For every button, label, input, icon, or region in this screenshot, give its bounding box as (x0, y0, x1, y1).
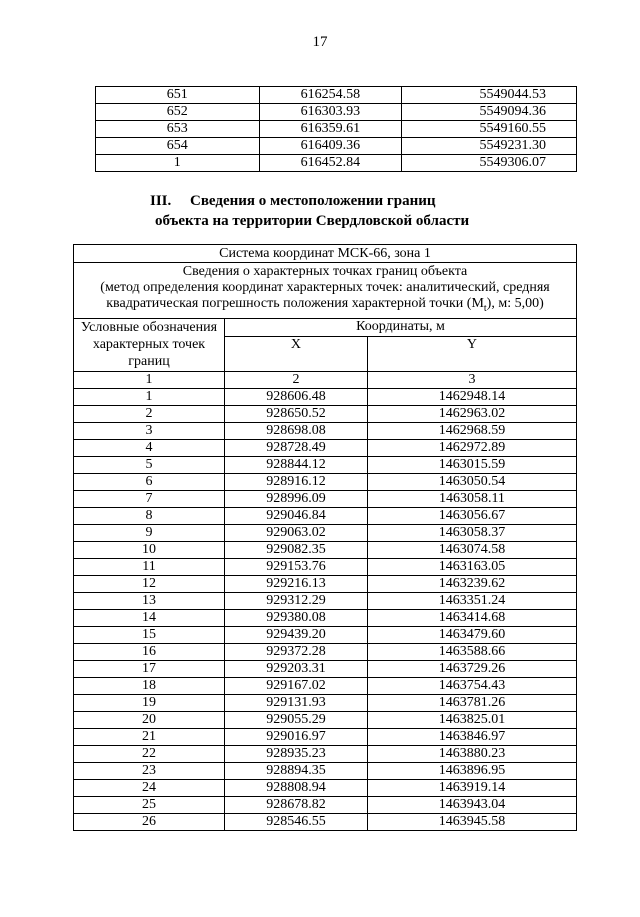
x-cell: 928808.94 (225, 779, 368, 796)
section-number: III. (150, 193, 172, 209)
header-coordinates: Координаты, м (225, 318, 577, 336)
point-cell: 652 (96, 104, 260, 121)
column-number-cell: 1 (74, 371, 225, 388)
point-cell: 5 (74, 456, 225, 473)
point-cell: 7 (74, 490, 225, 507)
table-row (74, 507, 577, 524)
table-row (74, 694, 577, 711)
table-row (74, 643, 577, 660)
point-cell: 651 (96, 87, 260, 104)
x-cell: 929063.02 (225, 524, 368, 541)
y-cell: 1463074.58 (367, 541, 576, 558)
point-cell: 25 (74, 796, 225, 813)
table-row (74, 456, 577, 473)
continuation-coordinates-table (95, 86, 577, 172)
x-cell: 616359.61 (259, 121, 402, 138)
x-cell: 929380.08 (225, 609, 368, 626)
y-cell: 1463050.54 (367, 473, 576, 490)
x-cell: 929167.02 (225, 677, 368, 694)
y-cell: 1463846.97 (367, 728, 576, 745)
y-cell: 1463351.24 (367, 592, 576, 609)
y-cell: 1462948.14 (367, 388, 576, 405)
y-cell: 1462963.02 (367, 405, 576, 422)
point-cell: 1 (96, 155, 260, 172)
point-cell: 9 (74, 524, 225, 541)
y-cell: 1463058.37 (367, 524, 576, 541)
x-cell: 928844.12 (225, 456, 368, 473)
x-cell: 928678.82 (225, 796, 368, 813)
table-row (74, 626, 577, 643)
table-row (74, 558, 577, 575)
boundary-points-table (73, 244, 577, 831)
desc-line-3-end: ), м: 5,00) (486, 296, 544, 311)
point-cell: 654 (96, 138, 260, 155)
table-row (74, 439, 577, 456)
point-cell: 653 (96, 121, 260, 138)
y-cell: 1463058.11 (367, 490, 576, 507)
point-cell: 18 (74, 677, 225, 694)
y-cell: 1463239.62 (367, 575, 576, 592)
desc-subscript: t (483, 302, 487, 314)
table-row (74, 779, 577, 796)
table-row (74, 609, 577, 626)
y-cell: 1463414.68 (367, 609, 576, 626)
point-cell: 8 (74, 507, 225, 524)
table-row (96, 121, 577, 138)
x-cell: 929046.84 (225, 507, 368, 524)
table-row (74, 422, 577, 439)
y-cell: 1463781.26 (367, 694, 576, 711)
table-row (74, 728, 577, 745)
point-cell: 20 (74, 711, 225, 728)
y-cell: 5549231.30 (402, 138, 577, 155)
x-cell: 616452.84 (259, 155, 402, 172)
x-cell: 929082.35 (225, 541, 368, 558)
x-cell: 929203.31 (225, 660, 368, 677)
point-cell: 14 (74, 609, 225, 626)
table-row (96, 104, 577, 121)
section-heading (150, 191, 510, 231)
point-cell: 6 (74, 473, 225, 490)
y-cell: 1463919.14 (367, 779, 576, 796)
x-cell: 929055.29 (225, 711, 368, 728)
table-row (96, 138, 577, 155)
table-row (74, 796, 577, 813)
y-cell: 1463880.23 (367, 745, 576, 762)
point-cell: 12 (74, 575, 225, 592)
point-cell: 2 (74, 405, 225, 422)
section-title-line1: Сведения о местоположении границ (190, 193, 436, 209)
table-row (74, 388, 577, 405)
point-cell: 22 (74, 745, 225, 762)
point-cell: 17 (74, 660, 225, 677)
x-cell: 929216.13 (225, 575, 368, 592)
table-row (74, 813, 577, 830)
y-cell: 5549094.36 (402, 104, 577, 121)
table-row (74, 524, 577, 541)
x-cell: 928894.35 (225, 762, 368, 779)
y-cell: 1462972.89 (367, 439, 576, 456)
header-points: Условные обозначения характерных точек границ (74, 318, 225, 371)
desc-line-2: (метод определения координат характерных точек: аналитический, средняя (100, 280, 550, 295)
y-cell: 1463943.04 (367, 796, 576, 813)
y-cell: 1463015.59 (367, 456, 576, 473)
x-cell: 929439.20 (225, 626, 368, 643)
header-x: X (225, 336, 368, 371)
table-row (74, 575, 577, 592)
x-cell: 928650.52 (225, 405, 368, 422)
column-number-cell: 2 (225, 371, 368, 388)
x-cell: 929372.28 (225, 643, 368, 660)
x-cell: 928606.48 (225, 388, 368, 405)
header-y: Y (367, 336, 576, 371)
point-cell: 1 (74, 388, 225, 405)
x-cell: 929131.93 (225, 694, 368, 711)
table-row (74, 660, 577, 677)
point-cell: 24 (74, 779, 225, 796)
y-cell: 5549306.07 (402, 155, 577, 172)
x-cell: 616409.36 (259, 138, 402, 155)
x-cell: 616254.58 (259, 87, 402, 104)
table-row (74, 490, 577, 507)
y-cell: 1463056.67 (367, 507, 576, 524)
point-cell: 13 (74, 592, 225, 609)
y-cell: 5549044.53 (402, 87, 577, 104)
x-cell: 929312.29 (225, 592, 368, 609)
x-cell: 928546.55 (225, 813, 368, 830)
desc-line-1: Сведения о характерных точках границ объекта (182, 264, 468, 279)
point-cell: 3 (74, 422, 225, 439)
table-row (96, 87, 577, 104)
point-cell: 21 (74, 728, 225, 745)
points-description-cell (74, 263, 577, 319)
x-cell: 928935.23 (225, 745, 368, 762)
table-row (74, 473, 577, 490)
x-cell: 929153.76 (225, 558, 368, 575)
y-cell: 1463163.05 (367, 558, 576, 575)
table-row (74, 541, 577, 558)
table-row (96, 155, 577, 172)
y-cell: 1463729.26 (367, 660, 576, 677)
y-cell: 1463825.01 (367, 711, 576, 728)
y-cell: 1463588.66 (367, 643, 576, 660)
table-row (74, 592, 577, 609)
desc-line-3-text: квадратическая погрешность положения характерной точки (М (106, 296, 484, 311)
y-cell: 1463479.60 (367, 626, 576, 643)
y-cell: 1462968.59 (367, 422, 576, 439)
table-row (74, 745, 577, 762)
point-cell: 10 (74, 541, 225, 558)
section-title-line2: объекта на территории Свердловской области (155, 213, 470, 229)
coordinate-system-cell: Система координат МСК-66, зона 1 (74, 245, 577, 263)
column-number-cell: 3 (367, 371, 576, 388)
y-cell: 1463896.95 (367, 762, 576, 779)
table-row (74, 711, 577, 728)
point-cell: 23 (74, 762, 225, 779)
point-cell: 4 (74, 439, 225, 456)
x-cell: 928698.08 (225, 422, 368, 439)
point-cell: 26 (74, 813, 225, 830)
point-cell: 16 (74, 643, 225, 660)
point-cell: 19 (74, 694, 225, 711)
table-row (74, 677, 577, 694)
y-cell: 5549160.55 (402, 121, 577, 138)
x-cell: 616303.93 (259, 104, 402, 121)
page-number: 17 (312, 34, 328, 50)
x-cell: 928916.12 (225, 473, 368, 490)
table-row (74, 405, 577, 422)
x-cell: 929016.97 (225, 728, 368, 745)
point-cell: 15 (74, 626, 225, 643)
table-row (74, 762, 577, 779)
y-cell: 1463945.58 (367, 813, 576, 830)
y-cell: 1463754.43 (367, 677, 576, 694)
point-cell: 11 (74, 558, 225, 575)
x-cell: 928996.09 (225, 490, 368, 507)
x-cell: 928728.49 (225, 439, 368, 456)
desc-line-3 (76, 296, 574, 317)
